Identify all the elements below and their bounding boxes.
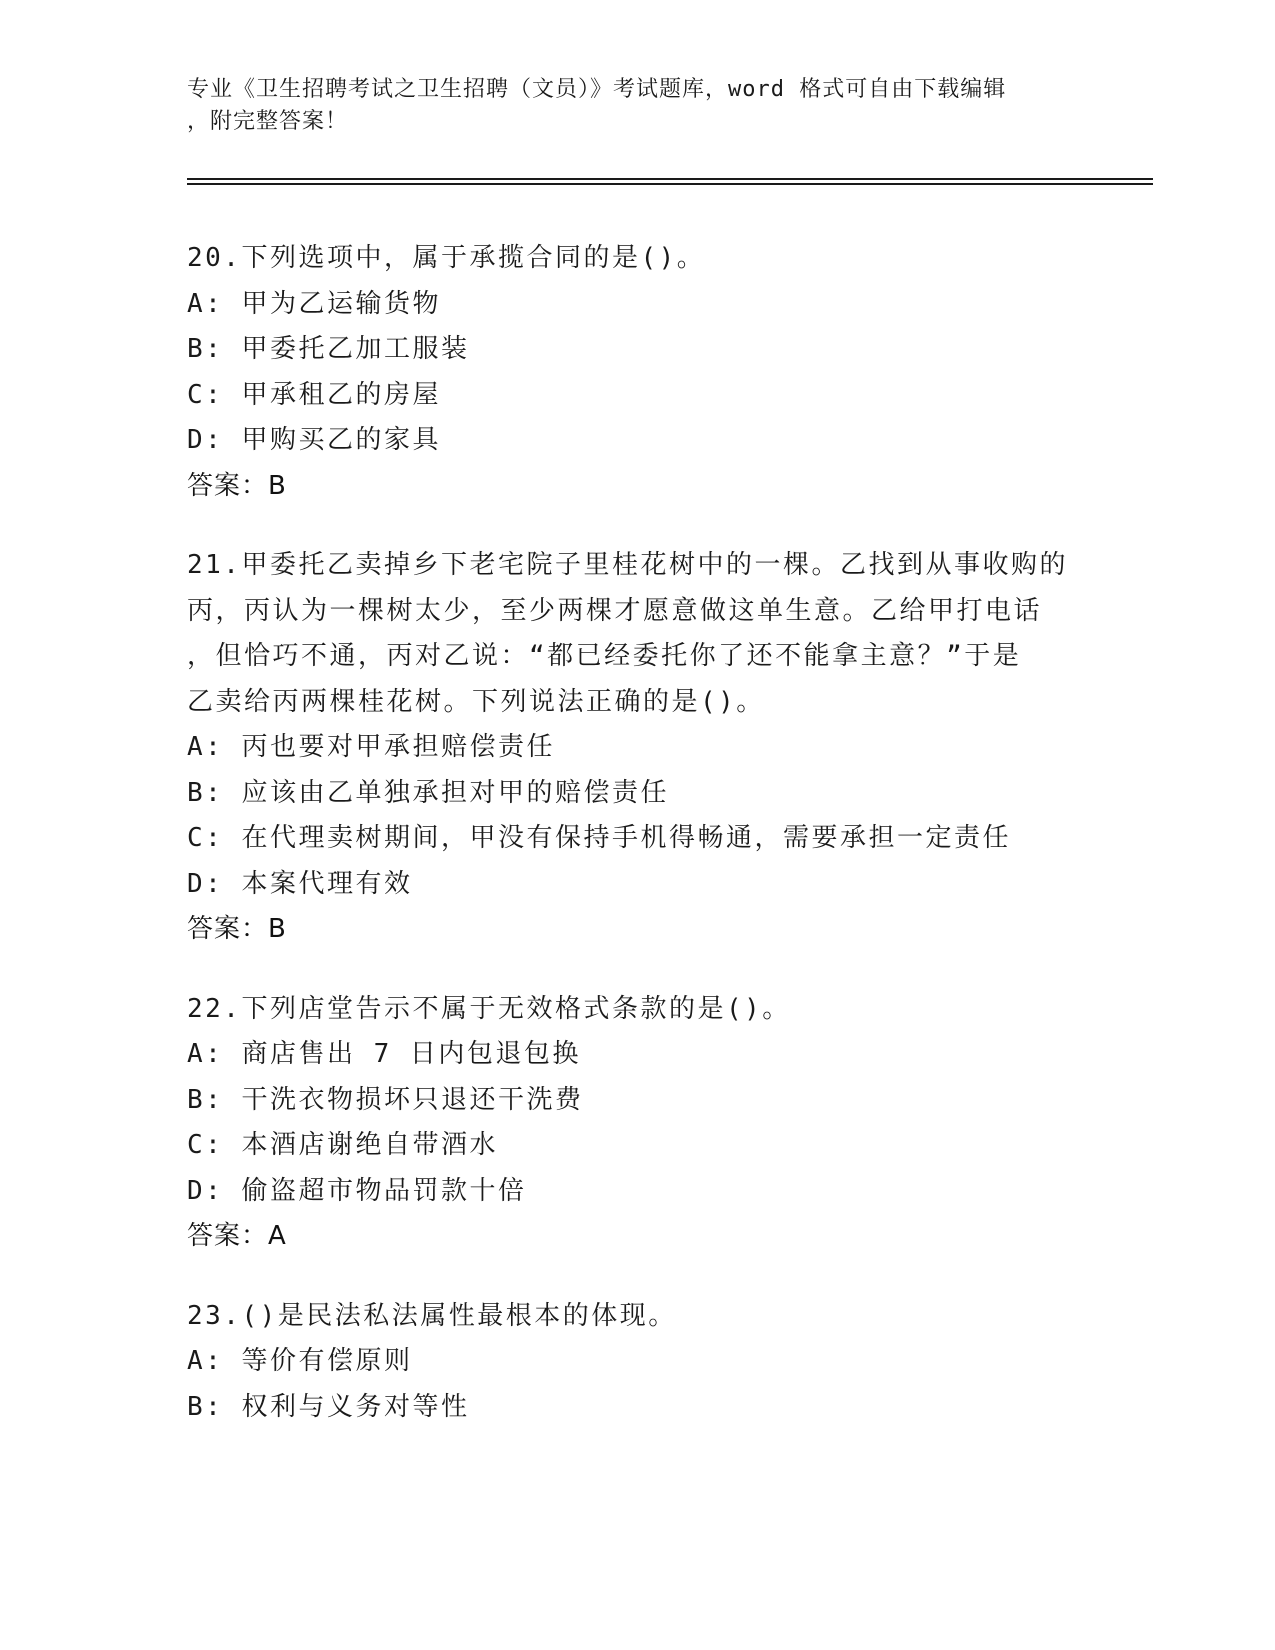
option-c: C: 本酒店谢绝自带酒水 (187, 1130, 498, 1160)
question-stem-line: 丙，丙认为一棵树太少，至少两棵才愿意做这单生意。乙给甲打电话 (187, 595, 1043, 626)
question-stem-line: ，但恰巧不通，丙对乙说：“都已经委托你了还不能拿主意？”于是 (187, 641, 1022, 671)
header-divider-top (187, 178, 1153, 180)
option-c: C: 在代理卖树期间，甲没有保持手机得畅通，需要承担一定责任 (187, 823, 1011, 853)
option-a: A: 商店售出 7 日内包退包换 (187, 1039, 581, 1069)
question-stem-line: 20.下列选项中，属于承揽合同的是()。 (187, 243, 706, 273)
option-a: A: 甲为乙运输货物 (187, 288, 441, 319)
answer-line: 答案：A (187, 1221, 287, 1251)
option-d: D: 甲购买乙的家具 (187, 425, 441, 455)
answer-line: 答案：B (187, 470, 287, 501)
question-20 (187, 236, 1087, 509)
question-list (187, 236, 1087, 1464)
question-stem-line: 23.()是民法私法属性最根本的体现。 (187, 1300, 677, 1331)
question-stem-line: 乙卖给丙两棵桂花树。下列说法正确的是()。 (187, 686, 765, 717)
question-stem-line: 22.下列店堂告示不属于无效格式条款的是()。 (187, 993, 791, 1024)
question-23 (187, 1294, 1087, 1431)
option-d: D: 偷盗超市物品罚款十倍 (187, 1175, 527, 1206)
option-a: A: 丙也要对甲承担赔偿责任 (187, 732, 555, 762)
option-b: B: 应该由乙单独承担对甲的赔偿责任 (187, 777, 669, 808)
option-b: B: 权利与义务对等性 (187, 1391, 470, 1422)
answer-line: 答案：B (187, 914, 287, 944)
option-b: B: 干洗衣物损坏只退还干洗费 (187, 1084, 584, 1115)
option-c: C: 甲承租乙的房屋 (187, 379, 441, 410)
document-header (187, 74, 1067, 138)
header-line-2: ，附完整答案！ (187, 109, 349, 134)
question-21 (187, 543, 1087, 953)
question-22 (187, 987, 1087, 1260)
header-divider-bottom (187, 183, 1153, 185)
question-stem-line: 21.甲委托乙卖掉乡下老宅院子里桂花树中的一棵。乙找到从事收购的 (187, 550, 1068, 580)
option-d: D: 本案代理有效 (187, 868, 413, 899)
option-b: B: 甲委托乙加工服装 (187, 334, 470, 364)
header-line-1: 专业《卫生招聘考试之卫生招聘（文员）》考试题库，word 格式可自由下载编辑 (187, 77, 1007, 102)
option-a: A: 等价有偿原则 (187, 1346, 413, 1376)
